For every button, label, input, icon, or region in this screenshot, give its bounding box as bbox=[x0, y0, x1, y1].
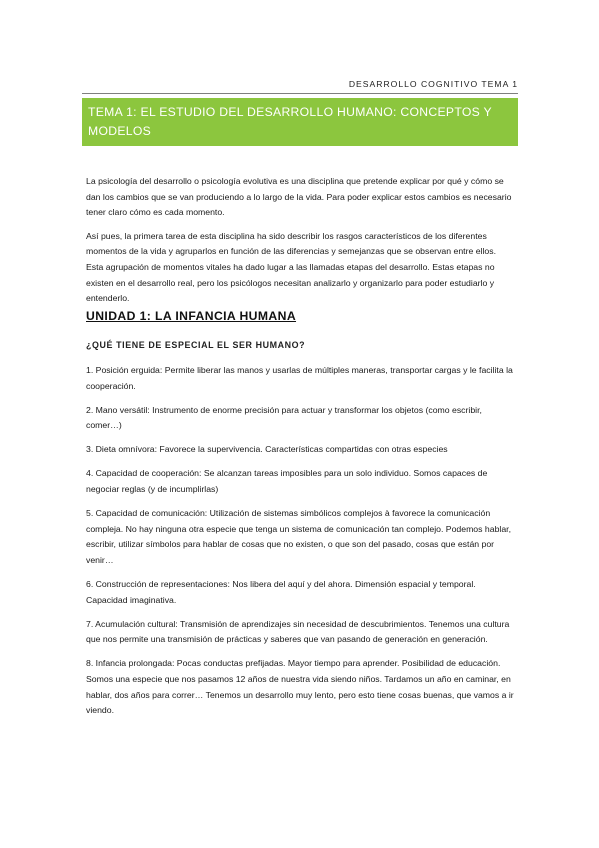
chapter-title: TEMA 1: EL ESTUDIO DEL DESARROLLO HUMANO: CONCEPTOS Y MODELOS bbox=[88, 105, 492, 138]
intro-section bbox=[86, 174, 514, 315]
intro-paragraph: Así pues, la primera tarea de esta disciplina ha sido describir los rasgos característicos de los diferentes momentos de la vida y agruparlos en función de las diferencias y semejanzas que se observan entre ellos. Esta agrupación de momentos vitales ha dado lugar a las llamadas etapas del desarrollo. Estas etapas no existen en el desarrollo real, pero los psicólogos necesitan analizarlo y organizarlo para poder estudiarlo y entenderlo. bbox=[86, 230, 496, 304]
trait-item: 6. Construcción de representaciones: Nos libera del aquí y del ahora. Dimensión espacial y temporal. Capacidad imaginativa. bbox=[86, 579, 476, 605]
chapter-title-banner bbox=[82, 98, 518, 146]
trait-item: 7. Acumulación cultural: Transmisión de aprendizajes sin necesidad de descubrimientos. Tenemos una cultura que nos permite una transmisión de prácticas y saberes que van pasando de generación en generación. bbox=[86, 618, 510, 645]
unit-heading: UNIDAD 1: LA INFANCIA HUMANA bbox=[86, 309, 297, 323]
trait-item: 5. Capacidad de comunicación: Utilización de sistemas simbólicos complejos à favorece la comunicación compleja. No hay ninguna otra especie que tenga un sistema de comunicación tan complejo. Podemos hablar, escribir, utilizar símbolos para hablar de cosas que no existen, o que son del pasado, cosas que están por venir… bbox=[86, 508, 511, 565]
section-question-heading: ¿QUÉ TIENE DE ESPECIAL EL SER HUMANO? bbox=[86, 340, 306, 350]
trait-item: 1. Posición erguida: Permite liberar las manos y usarlas de múltiples maneras, transportar cargas y le facilita la cooperación. bbox=[86, 365, 513, 391]
running-header: DESARROLLO COGNITIVO TEMA 1 bbox=[82, 79, 518, 94]
trait-item: 3. Dieta omnívora: Favorece la supervivencia. Características compartidas con otras especies bbox=[86, 444, 448, 455]
trait-item: 4. Capacidad de cooperación: Se alcanzan tareas imposibles para un solo individuo. Somos capaces de negociar reglas (y de incumplirlas) bbox=[86, 468, 488, 495]
intro-paragraph: La psicología del desarrollo o psicología evolutiva es una disciplina que pretende explicar por qué y cómo se dan los cambios que se van produciendo a lo largo de la vida. Para poder explicar estos cambios es necesario tener claro cómo es cada momento. bbox=[86, 176, 512, 218]
trait-item: 2. Mano versátil: Instrumento de enorme precisión para actuar y transformar los objetos (como escribir, comer…) bbox=[86, 404, 482, 431]
trait-item: 8. Infancia prolongada: Pocas conductas prefijadas. Mayor tiempo para aprender. Posibilidad de educación. Somos una especie que nos pasamos 12 años de nuestra vida siendo niños. Tardamos un año en caminar, en hablar, dos años para correr… Tenemos un desarrollo muy lento, pero esto tiene cosas buenas, que vamos a ir viendo. bbox=[86, 658, 514, 716]
traits-list bbox=[86, 363, 514, 727]
